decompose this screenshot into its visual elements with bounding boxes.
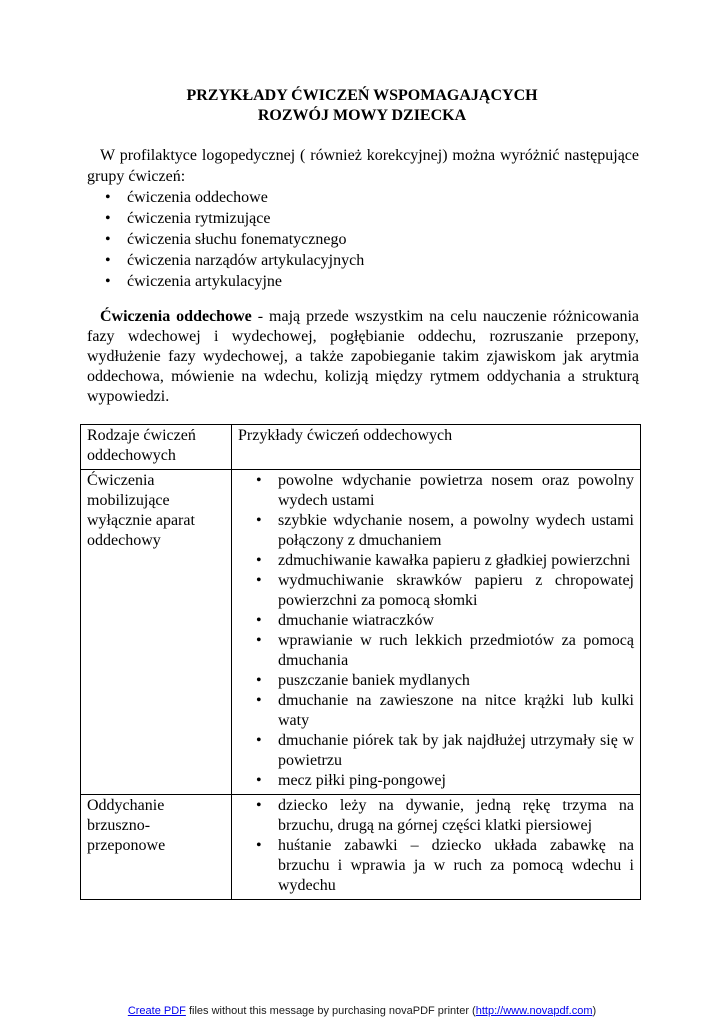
novapdf-link[interactable]: http://www.novapdf.com [475, 1005, 593, 1017]
bullet-icon: • [256, 472, 262, 489]
description-paragraph [87, 307, 639, 407]
list-item: • dmuchanie wiatraczków [256, 612, 434, 629]
list-item: • ćwiczenia słuchu fonematycznego [105, 231, 347, 248]
footer-end: ) [592, 1005, 597, 1017]
intro-section [87, 145, 639, 292]
bullet-icon: • [256, 772, 262, 789]
list-item: • mecz piłki ping-pongowej [256, 772, 446, 789]
bullet-icon: • [105, 189, 111, 206]
table-header-cell: Przykłady ćwiczeń oddechowych [232, 425, 641, 470]
description-text: - mają przede wszystkim na celu nauczenie różnicowania fazy wdechowej i wydechowej, pogłębianie oddechu, rozruszanie przepony, wydłużenie fazy wydechowej, a także zapobieganie takim zjawiskom jak arytmia oddechowa, mówienie na wdechu, kolizją między rytmem oddychania a strukturą wypowiedzi. [87, 308, 639, 405]
document-title [0, 86, 724, 126]
exercises-table [80, 424, 641, 900]
examples-list [238, 796, 634, 896]
list-item: • dmuchanie na zawieszone na nitce krążki lub kulki waty [256, 692, 634, 729]
bullet-icon: • [256, 692, 262, 709]
list-item: • ćwiczenia narządów artykulacyjnych [105, 252, 365, 269]
bullet-icon: • [256, 837, 262, 854]
row-examples [232, 470, 641, 795]
description-term: Ćwiczenia oddechowe [100, 308, 252, 325]
list-item: • powolne wdychanie powietrza nosem oraz powolny wydech ustami [256, 472, 634, 509]
bullet-icon: • [105, 210, 111, 227]
list-item: • huśtanie zabawki – dziecko układa zabawkę na brzuchu i wprawia ja w ruch za pomocą wdechu i wydechu [256, 837, 634, 894]
pdf-footer [0, 1005, 724, 1017]
title-line-1: PRZYKŁADY ĆWICZEŃ WSPOMAGAJĄCYCH [186, 87, 538, 104]
table-row [81, 470, 641, 795]
bullet-icon: • [256, 552, 262, 569]
bullet-icon: • [105, 252, 111, 269]
list-item: • dziecko leży na dywanie, jedną rękę trzyma na brzuchu, drugą na górnej części klatki piersiowej [256, 797, 634, 834]
list-item: • zdmuchiwanie kawałka papieru z gładkiej powierzchni [256, 552, 631, 569]
table-row [81, 795, 641, 900]
list-item: • ćwiczenia oddechowe [105, 189, 268, 206]
bullet-icon: • [105, 231, 111, 248]
title-line-2: ROZWÓJ MOWY DZIECKA [257, 107, 467, 124]
bullet-icon: • [256, 572, 262, 589]
exercise-groups-list [87, 187, 639, 292]
list-item: • ćwiczenia artykulacyjne [105, 273, 283, 290]
list-item: • dmuchanie piórek tak by jak najdłużej utrzymały się w powietrzu [256, 732, 634, 769]
row-examples [232, 795, 641, 900]
footer-text: files without this message by purchasing novaPDF printer ( [185, 1005, 476, 1017]
list-item: • wprawianie w ruch lekkich przedmiotów za pomocą dmuchania [256, 632, 634, 669]
examples-list [238, 471, 634, 791]
list-item: • puszczanie baniek mydlanych [256, 672, 470, 689]
breathing-description [87, 307, 639, 407]
table-header-row [81, 425, 641, 470]
row-label: Oddychanie brzuszno-przeponowe [81, 795, 232, 900]
bullet-icon: • [256, 797, 262, 814]
bullet-icon: • [105, 273, 111, 290]
create-pdf-link[interactable]: Create PDF [127, 1005, 186, 1017]
bullet-icon: • [256, 512, 262, 529]
list-item: • wydmuchiwanie skrawków papieru z chropowatej powierzchni za pomocą słomki [256, 572, 634, 609]
bullet-icon: • [256, 632, 262, 649]
intro-paragraph: W profilaktyce logopedycznej ( również korekcyjnej) można wyróżnić następujące grupy ćwiczeń: [87, 147, 639, 185]
bullet-icon: • [256, 612, 262, 629]
table-header-cell: Rodzaje ćwiczeń oddechowych [81, 425, 232, 470]
list-item: • ćwiczenia rytmizujące [105, 210, 271, 227]
row-label: Ćwiczenia mobilizujące wyłącznie aparat oddechowy [81, 470, 232, 795]
bullet-icon: • [256, 672, 262, 689]
list-item: • szybkie wdychanie nosem, a powolny wydech ustami połączony z dmuchaniem [256, 512, 634, 549]
bullet-icon: • [256, 732, 262, 749]
